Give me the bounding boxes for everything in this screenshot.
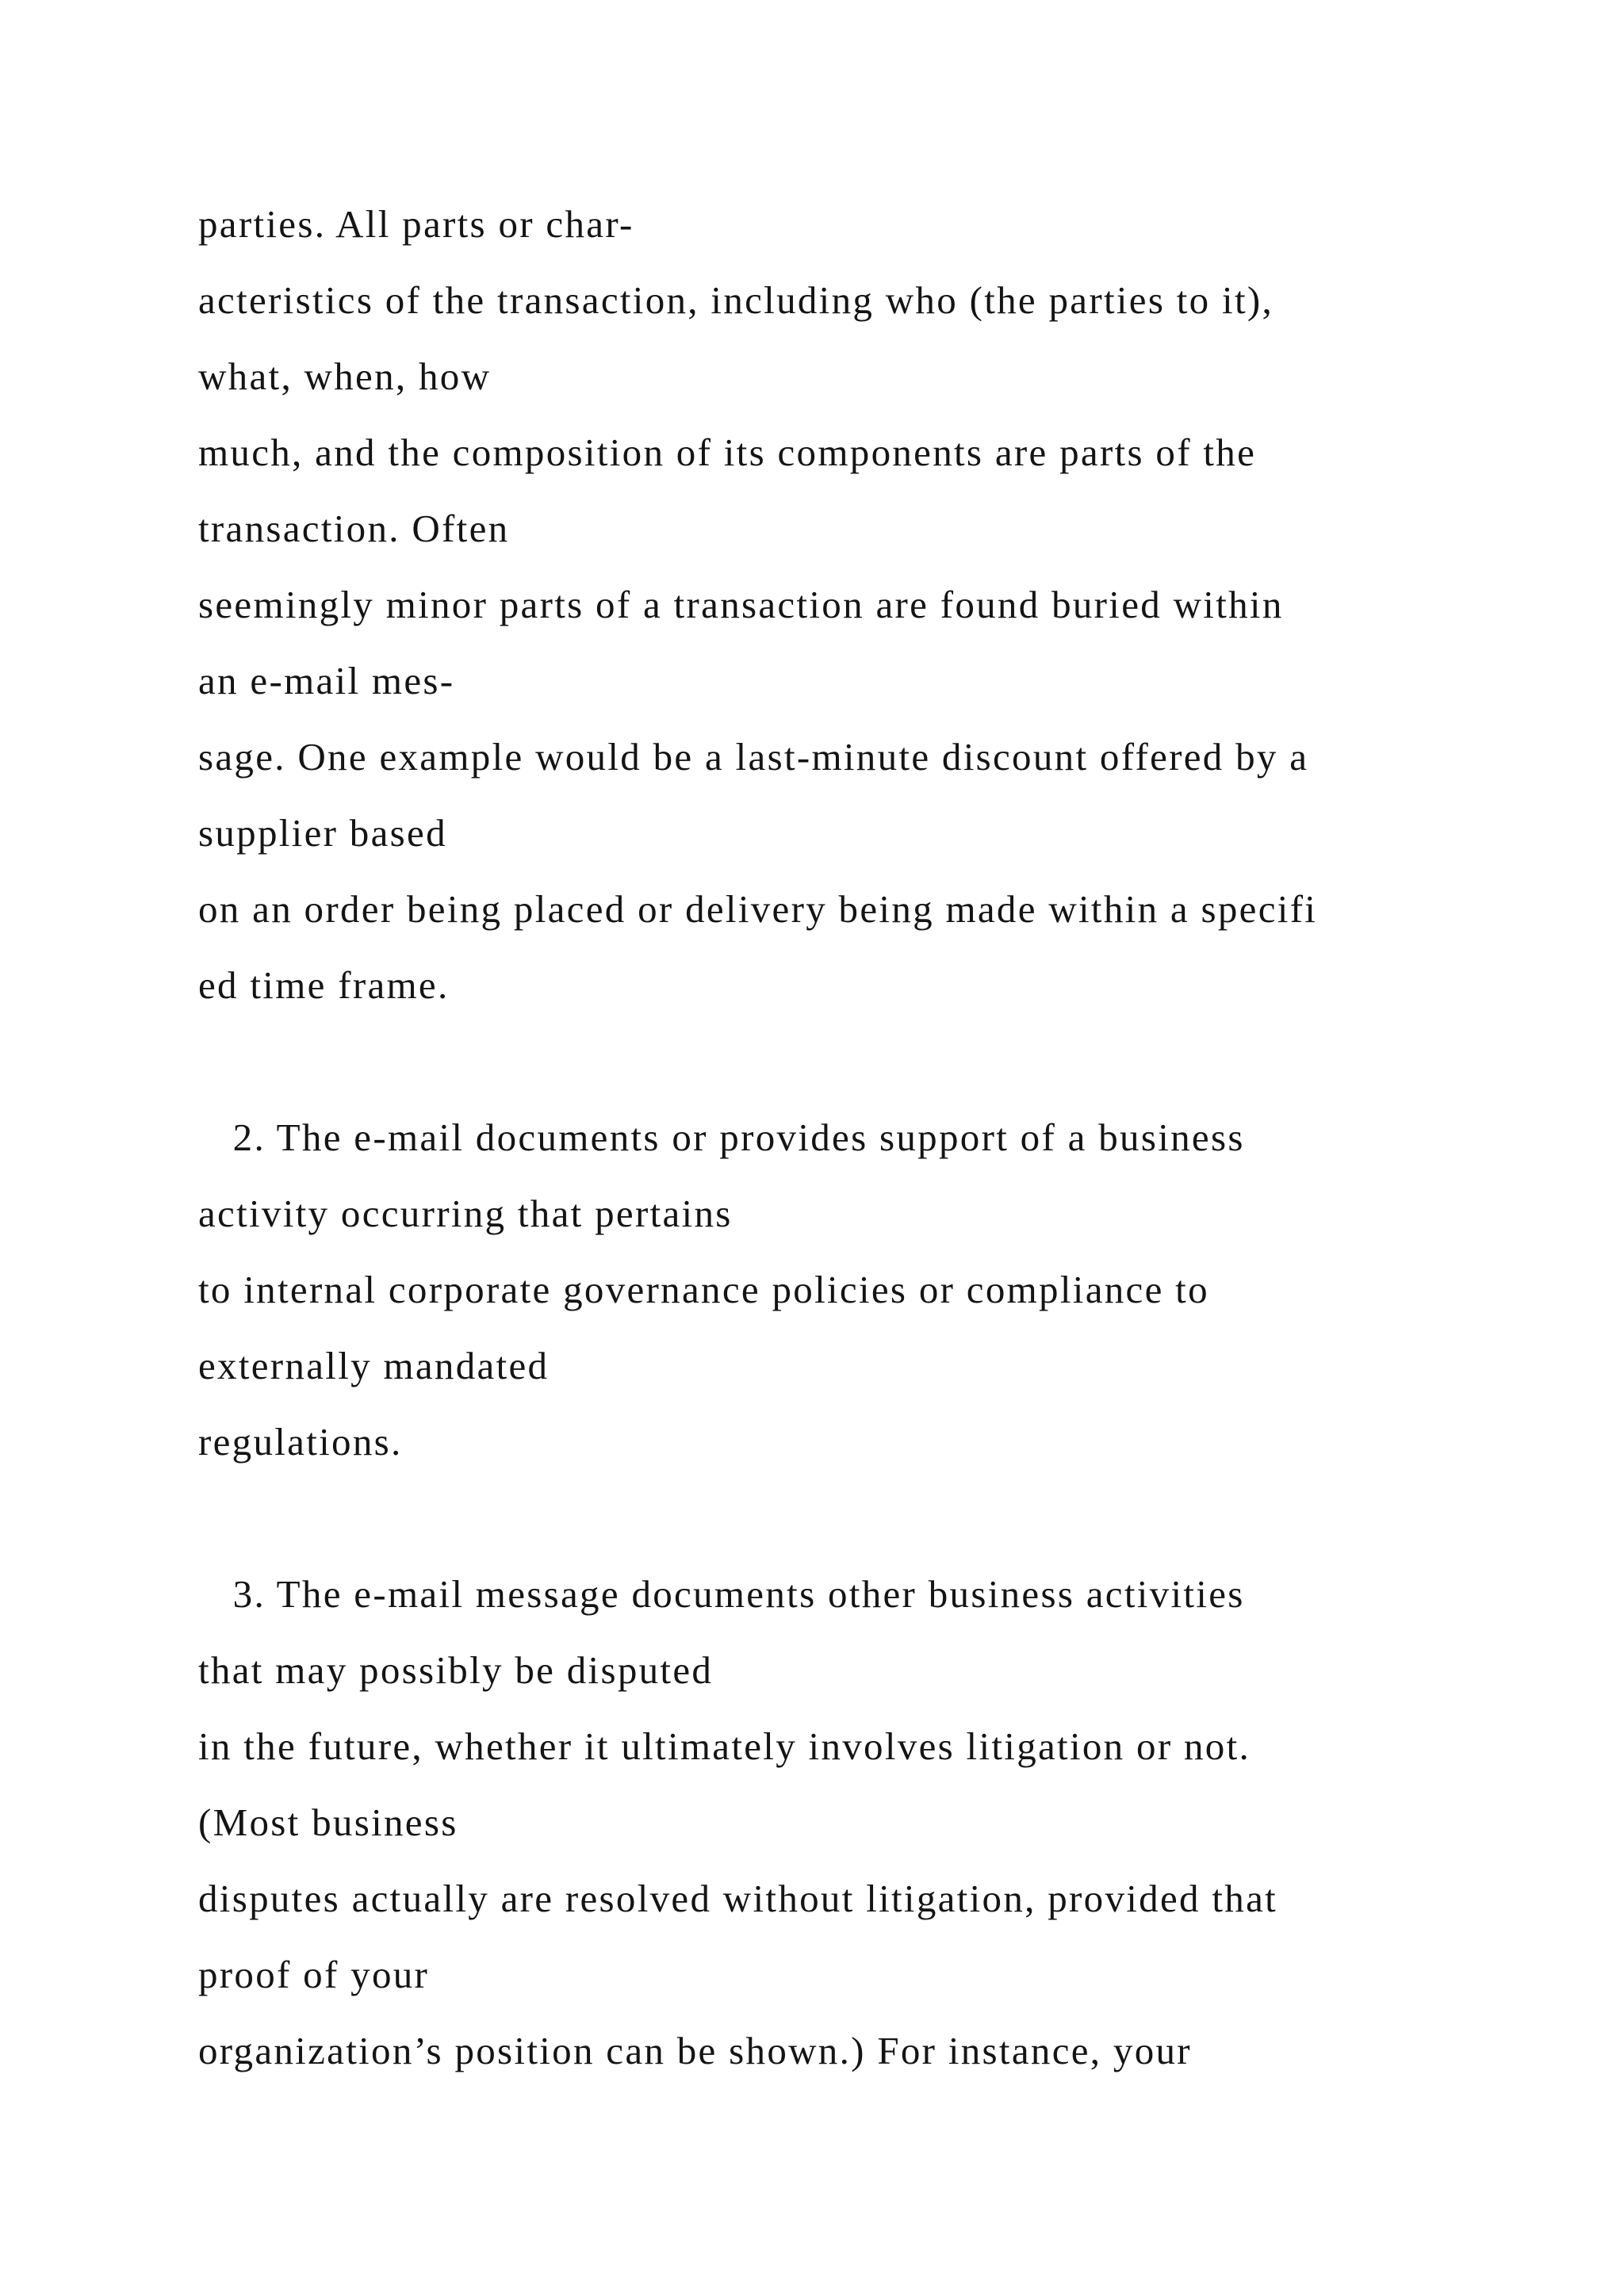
text-line: activity occurring that pertains xyxy=(198,1192,733,1235)
text-line: to internal corporate governance policies or compliance to xyxy=(198,1268,1209,1311)
text-line: transaction. Often xyxy=(198,507,510,550)
text-line: disputes actually are resolved without litigation, provided that xyxy=(198,1877,1278,1920)
text-line: that may possibly be disputed xyxy=(198,1648,714,1692)
text-line: acteristics of the transaction, including who (the parties to it), xyxy=(198,278,1274,322)
text-line: in the future, whether it ultimately involves litigation or not. xyxy=(198,1724,1251,1768)
text-line: sage. One example would be a last-minute discount offered by a xyxy=(198,735,1309,779)
text-line: an e-mail mes- xyxy=(198,659,455,702)
text-line: (Most business xyxy=(198,1800,458,1844)
text-line: on an order being placed or delivery being made within a specifi xyxy=(198,887,1318,931)
text-line: 3. The e-mail message documents other business activities xyxy=(198,1572,1245,1616)
text-line: externally mandated xyxy=(198,1344,550,1387)
text-line: much, and the composition of its components are parts of the xyxy=(198,430,1257,474)
text-line: what, when, how xyxy=(198,354,492,398)
text-line: parties. All parts or char- xyxy=(198,202,634,246)
text-line: organization’s position can be shown.) For instance, your xyxy=(198,2029,1192,2072)
text-line: 2. The e-mail documents or provides support of a business xyxy=(198,1115,1245,1159)
text-line: ed time frame. xyxy=(198,963,450,1007)
text-line: regulations. xyxy=(198,1420,403,1464)
text-line: proof of your xyxy=(198,1953,430,1996)
text-line: seemingly minor parts of a transaction are found buried within xyxy=(198,583,1284,626)
text-line: supplier based xyxy=(198,811,447,855)
